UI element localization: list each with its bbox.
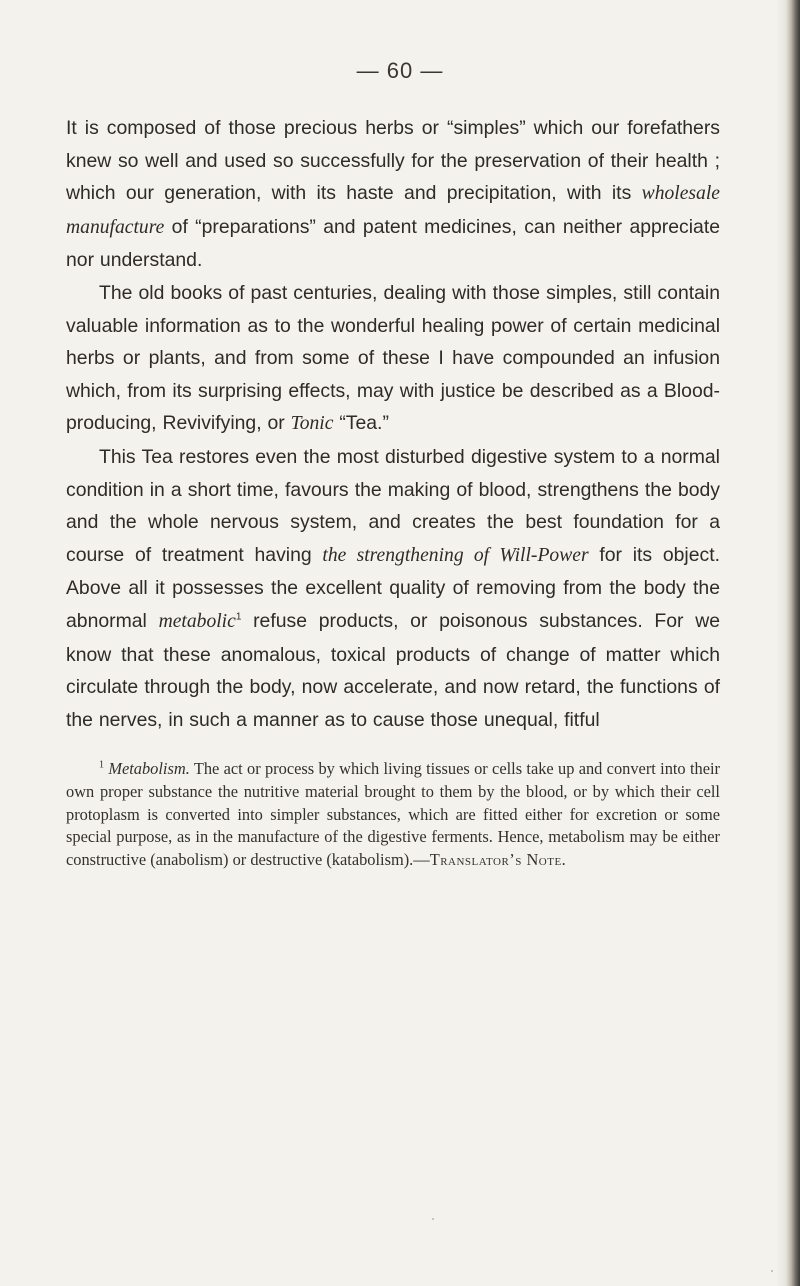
- paper-speck: [432, 1218, 434, 1220]
- text-run: The old books of past centuries, dealing with those simples, still contain valuable information as to the wonderful healing power of certain medicinal herbs or plants, and from some of these I have compounded an infusion which, from its surprising effects, may with justice be described as a Blood-producing, Revivifying, or: [66, 281, 720, 435]
- italic-text: the strengthening of Will-Power: [322, 544, 589, 566]
- page-edge: [786, 0, 800, 1286]
- main-text: [66, 112, 720, 736]
- paragraph: [66, 441, 720, 736]
- text-run: of “preparations” and patent medicines, can neither appreciate nor understand.: [66, 215, 720, 272]
- text-run: It is composed of those precious herbs or “simples” which our forefathers knew so well and used so successfully for the preservation of their health ; which our generation, with its haste and precipitation, with its: [66, 117, 720, 205]
- text-run: for its object. Above all it possesses the excellent quality of removing from the body the abnormal: [66, 543, 720, 632]
- text-run: “Tea.”: [333, 412, 389, 435]
- footnote: [66, 758, 720, 872]
- text-run: This Tea restores even the most disturbed digestive system to a normal condition in a short time, favours the making of blood, strengthens the body and the whole nervous system, and creates the best foundation for a course of treatment having: [66, 445, 720, 566]
- footnote-attribution: Translator’s Note.: [429, 850, 567, 870]
- page-gutter-shadow: [776, 0, 786, 1286]
- page-number: — 60 —: [356, 58, 444, 83]
- paragraph: [66, 112, 720, 277]
- body-paragraphs: [66, 112, 720, 736]
- footnote-section: [66, 758, 720, 872]
- text-run: refuse products, or poisonous substances. For we know that these anomalous, toxical products of change of matter which circulate through the body, now accelerate, and now retard, the functions of the nerves, in such a manner as to cause those unequal, fitful: [66, 609, 721, 731]
- paper-speck: [771, 1270, 773, 1272]
- footnote-marker: 1: [99, 759, 104, 771]
- italic-text: Tonic: [290, 413, 334, 435]
- paragraph: [66, 277, 720, 441]
- footnote-text: The act or process by which living tissues or cells take up and convert into their own proper substance the nutritive material brought to them by the blood, or by which their cell protoplasm is converted into simpler substances, which are fitted either for excretion or some special purpose, as in the manufacture of the digestive ferments. Hence, metabolism may be either constructive (anabolism) or destructive (katabolism).—: [66, 759, 720, 870]
- footnote-reference: 1: [235, 611, 242, 623]
- footnote-term: Metabolism.: [108, 759, 190, 778]
- italic-text: metabolic: [158, 610, 236, 632]
- italic-text: wholesale manufacture: [66, 183, 720, 238]
